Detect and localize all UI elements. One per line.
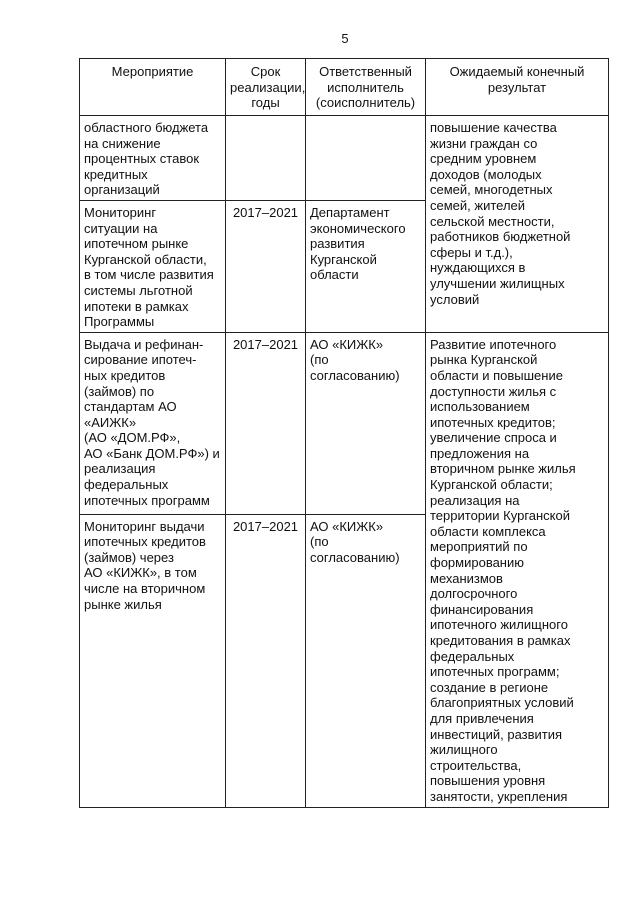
activity-cell: Мониторинг выдачи ипотечных кредитов (займов) через АО «КИЖК», в том числе на вторичном рынке жилья	[80, 514, 226, 807]
activity-cell: областного бюджета на снижение процентных ставок кредитных организаций	[80, 116, 226, 201]
header-executor: Ответственный исполнитель (соисполнитель)	[306, 59, 426, 116]
executor-cell: Департамент экономического развития Курганской области	[306, 200, 426, 332]
measures-table	[79, 58, 609, 808]
page-number: 5	[341, 31, 349, 46]
executor-cell: АО «КИЖК» (по согласованию)	[306, 332, 426, 514]
header-activity: Мероприятие	[80, 59, 226, 116]
period-cell: 2017–2021	[226, 514, 306, 807]
table-row	[80, 332, 609, 514]
period-cell: 2017–2021	[226, 332, 306, 514]
result-cell: повышение качества жизни граждан со средним уровнем доходов (молодых семей, многодетных семей, жителей сельской местности, работников бюджетной сферы и т.д.), нуждающихся в улучшении жилищных условий	[426, 116, 609, 333]
executor-cell	[306, 116, 426, 201]
table-row	[80, 116, 609, 201]
period-cell: 2017–2021	[226, 200, 306, 332]
activity-cell: Мониторинг ситуации на ипотечном рынке Курганской области, в том числе развития системы льготной ипотеки в рамках Программы	[80, 200, 226, 332]
header-period: Срок реализации, годы	[226, 59, 306, 116]
result-cell: Развитие ипотечного рынка Курганской области и повышение доступности жилья с использованием ипотечных кредитов; увеличение спроса и предложения на вторичном рынке жилья Курганской области; реализация на территории Курганской области комплекса мероприятий по формированию механизмов долгосрочного финансирования ипотечного жилищного кредитования в рамках федеральных ипотечных программ; создание в регионе благоприятных условий для привлечения инвестиций, развития жилищного строительства, повышения уровня занятости, укрепления	[426, 332, 609, 807]
header-result: Ожидаемый конечный результат	[426, 59, 609, 116]
period-cell	[226, 116, 306, 201]
table-header-row	[80, 59, 609, 116]
activity-cell: Выдача и рефинан- сирование ипотеч- ных кредитов (займов) по стандартам АО «АИЖК» (АО «ДОМ.РФ», АО «Банк ДОМ.РФ») и реализация федеральных ипотечных программ	[80, 332, 226, 514]
executor-cell: АО «КИЖК» (по согласованию)	[306, 514, 426, 807]
